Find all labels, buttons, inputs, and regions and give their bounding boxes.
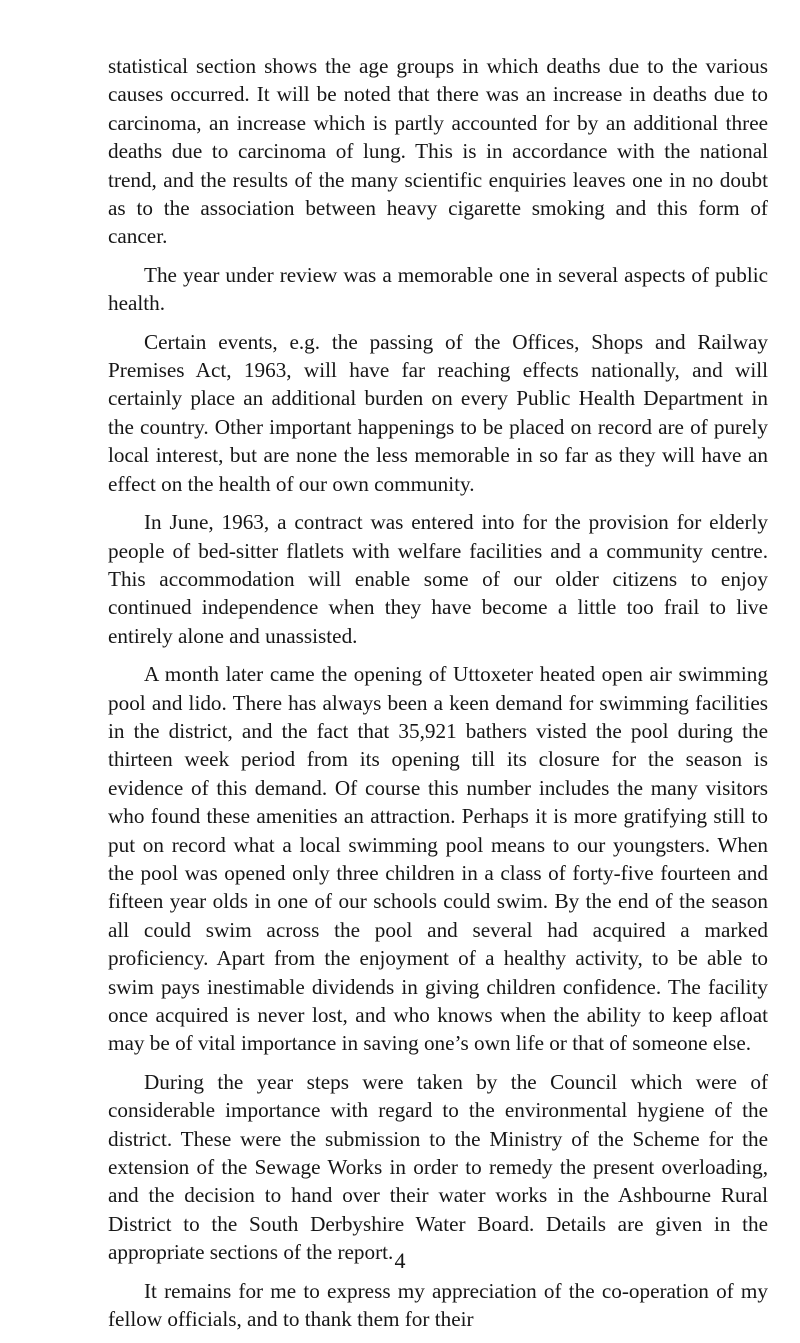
page-number: 4 (394, 1248, 406, 1273)
paragraph-appreciation: It remains for me to express my appreciation of the co-operation of my fellow officials, and to thank them for their (108, 1278, 768, 1332)
paragraph-memorable-year: The year under review was a memorable one in several aspects of public health. (108, 262, 768, 316)
document-body (108, 52, 768, 1343)
paragraph-carcinoma-deaths: statistical section shows the age groups in which deaths due to the various causes occurred. It will be noted that there was an increase in deaths due to carcinoma, an increase which is partly accounted for by an additional three deaths due to carcinoma of lung. This is in accordance with the national trend, and the results of the many scientific enquiries leaves one in no doubt as to the association between heavy cigarette smoking and this form of cancer. (108, 54, 768, 249)
paragraph-swimming-pool: A month later came the opening of Uttoxeter heated open air swimming pool and lido. There has always been a keen demand for swimming facilities in the district, and the fact that 35,921 bathers visted the pool during the thirteen week period from its opening till its closure for the season is evidence of this demand. Of course this number includes the many visitors who found these amenities an attraction. Perhaps it is more gratifying still to put on record what a local swimming pool means to our youngsters. When the pool was opened only three children in a class of forty-five fourteen and fifteen year olds in one of our schools could swim. By the end of the season all could swim across the pool and several had acquired a marked proficiency. Apart from the enjoyment of a healthy activity, to be able to swim pays inestimable dividends in giving children confidence. The facility once acquired is never lost, and who knows when the ability to keep afloat may be of vital importance in saving one’s own life or that of someone else. (108, 662, 768, 1056)
paragraph-environmental-hygiene: During the year steps were taken by the Council which were of considerable importance with regard to the environmental hygiene of the district. These were the submission to the Ministry of the Scheme for the extension of the Sewage Works in order to remedy the present overloading, and the decision to hand over their water works in the Ashbourne Rural District to the South Derbyshire Water Board. Details are given in the appropriate sections of the report. (108, 1069, 768, 1265)
paragraph-offices-shops-act: Certain events, e.g. the passing of the Offices, Shops and Railway Premises Act, 1963, will have far reaching effects nationally, and will certainly place an additional burden on every Public Health Department in the country. Other important happenings to be placed on record are of purely local interest, but are none the less memorable in so far as they will have an effect on the health of our own community. (108, 329, 768, 496)
paragraph-elderly-flatlets: In June, 1963, a contract was entered into for the provision for elderly people of bed-sitter flatlets with welfare facilities and a community centre. This accommodation will enable some of our older citizens to enjoy continued independence when they have become a little too frail to live entirely alone and unassisted. (108, 510, 768, 648)
